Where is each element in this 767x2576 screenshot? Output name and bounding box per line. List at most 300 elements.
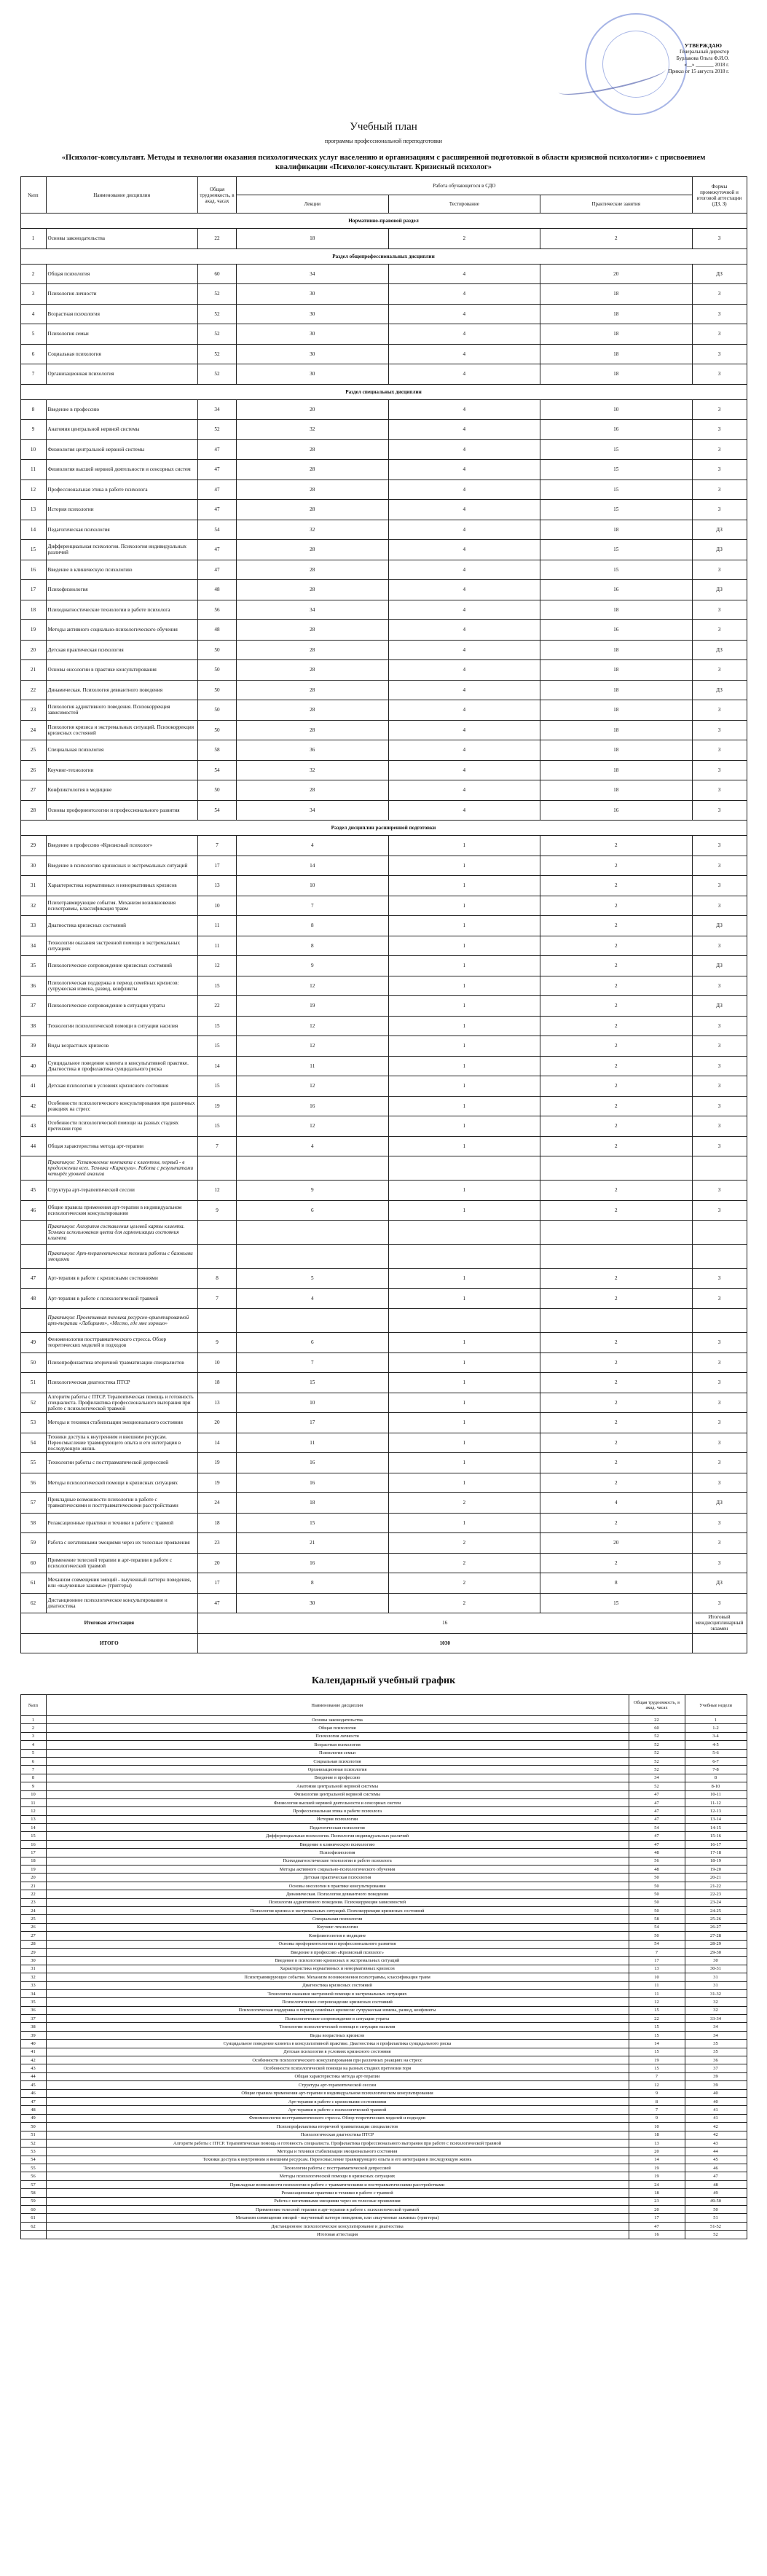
row-attestation-form: ДЗ xyxy=(692,540,747,560)
row-num: 56 xyxy=(20,1473,46,1493)
cal-row-num: 14 xyxy=(20,1824,46,1832)
cal-row-total-hours: 50 xyxy=(629,1882,685,1890)
calendar-row xyxy=(20,1874,747,1882)
row-attestation-form: З xyxy=(692,1096,747,1116)
cal-row-num: 51 xyxy=(20,2131,46,2139)
cal-row-weeks: 46 xyxy=(685,2164,747,2172)
row-practice: 15 xyxy=(540,540,693,560)
row-practice: 15 xyxy=(540,460,693,480)
calendar-row xyxy=(20,1957,747,1965)
row-practice: 2 xyxy=(540,1096,693,1116)
row-total-hours: 15 xyxy=(198,1076,237,1097)
row-testing: 1 xyxy=(388,1200,540,1221)
cal-row-weeks: 37 xyxy=(685,2064,747,2072)
row-practice: 16 xyxy=(540,580,693,600)
row-discipline-name: Основы законодательства xyxy=(46,229,198,249)
cal-row-weeks: 30-31 xyxy=(685,1965,747,1973)
row-discipline-name: Психодиагностические технологии в работе психолога xyxy=(46,600,198,620)
col-header-lectures: Лекции xyxy=(237,195,389,214)
row-practice: 15 xyxy=(540,479,693,500)
calendar-row xyxy=(20,1741,747,1749)
cal-row-total-hours: 17 xyxy=(629,1957,685,1965)
row-testing: 1 xyxy=(388,1453,540,1473)
row-lectures: 10 xyxy=(237,876,389,896)
cal-row-num: 15 xyxy=(20,1832,46,1840)
cal-row-discipline-name: Психотравмирующие события. Механизм возникновения психотравмы, классификация травм xyxy=(46,1973,629,1981)
cal-header-name: Наименование дисциплин xyxy=(46,1695,629,1716)
row-num: 19 xyxy=(20,620,46,641)
row-discipline-name: Введение в клиническую психологию xyxy=(46,560,198,580)
table-row xyxy=(20,324,747,345)
row-discipline-name: Психология кризиса и экстремальных ситуаций. Психокоррекция кризисных состояний xyxy=(46,720,198,740)
cal-row-weeks: 51 xyxy=(685,2214,747,2222)
cal-row-weeks: 49 xyxy=(685,2189,747,2197)
row-testing: 1 xyxy=(388,1473,540,1493)
row-discipline-name: Коучинг-технологии xyxy=(46,760,198,780)
row-total-hours: 52 xyxy=(198,324,237,345)
row-lectures: 12 xyxy=(237,1036,389,1057)
cal-row-discipline-name: Арт-терапия в работе с кризисными состояниями xyxy=(46,2097,629,2105)
row-num: 14 xyxy=(20,520,46,540)
row-num: 24 xyxy=(20,720,46,740)
cal-row-discipline-name: Физиология высшей нервной деятельности и сенсорных систем xyxy=(46,1798,629,1806)
row-attestation-form: ДЗ xyxy=(692,956,747,976)
row-num: 49 xyxy=(20,1333,46,1353)
calendar-row xyxy=(20,1948,747,1956)
row-attestation-form: З xyxy=(692,876,747,896)
cal-row-weeks: 24-25 xyxy=(685,1906,747,1914)
row-num: 17 xyxy=(20,580,46,600)
row-lectures: 12 xyxy=(237,1116,389,1137)
row-discipline-name: Арт-терапия в работе с психологической травмой xyxy=(46,1288,198,1309)
empty-cell xyxy=(540,1221,693,1245)
section-row xyxy=(20,384,747,399)
cal-row-num: 31 xyxy=(20,1965,46,1973)
row-practice: 2 xyxy=(540,1036,693,1057)
row-practice: 20 xyxy=(540,264,693,284)
row-practice: 2 xyxy=(540,1513,693,1533)
table-row xyxy=(20,780,747,801)
cal-row-discipline-name: Виды возрастных кризисов xyxy=(46,2031,629,2039)
table-row xyxy=(20,956,747,976)
cal-row-discipline-name: Дистанционное психологическое консультирование и диагностика xyxy=(46,2222,629,2230)
row-testing: 1 xyxy=(388,876,540,896)
row-num: 54 xyxy=(20,1433,46,1453)
row-num: 60 xyxy=(20,1553,46,1573)
row-total-hours: 15 xyxy=(198,976,237,996)
row-lectures: 15 xyxy=(237,1373,389,1393)
row-practice: 18 xyxy=(540,760,693,780)
row-testing: 4 xyxy=(388,800,540,821)
row-discipline-name: Психофизиология xyxy=(46,580,198,600)
cal-row-total-hours: 50 xyxy=(629,1932,685,1940)
row-discipline-name: Психологическое сопровождение в ситуации утраты xyxy=(46,996,198,1017)
cal-row-total-hours: 48 xyxy=(629,1849,685,1857)
cal-row-discipline-name: Алгоритм работы с ПТСР. Терапевтическая помощь и готовность специалиста. Профилактика профессионального выгорания при работе с психологической травмой xyxy=(46,2139,629,2147)
cal-row-num: 38 xyxy=(20,2023,46,2031)
row-total-hours: 11 xyxy=(198,936,237,956)
cal-row-weeks: 36 xyxy=(685,2056,747,2064)
table-row xyxy=(20,1473,747,1493)
cal-row-discipline-name: Технологии оказания экстренной помощи в экстремальных ситуациях xyxy=(46,1989,629,1997)
row-attestation-form: З xyxy=(692,1136,747,1156)
row-num: 2 xyxy=(20,264,46,284)
table-row xyxy=(20,976,747,996)
row-attestation-form: З xyxy=(692,780,747,801)
cal-row-weeks: 28-29 xyxy=(685,1940,747,1948)
approval-line: Генеральный директор xyxy=(680,49,729,55)
calendar-row xyxy=(20,1749,747,1757)
calendar-row xyxy=(20,2006,747,2014)
table-row xyxy=(20,760,747,780)
calendar-row xyxy=(20,1981,747,1989)
cal-row-num: 27 xyxy=(20,1932,46,1940)
cal-row-discipline-name: Методы активного социально-психологического обучения xyxy=(46,1866,629,1874)
calendar-row xyxy=(20,1915,747,1923)
row-discipline-name: Психология аддиктивного поведения. Психокоррекция зависимостей xyxy=(46,700,198,721)
row-practice: 2 xyxy=(540,916,693,936)
cal-row-num: 9 xyxy=(20,1782,46,1790)
empty-cell xyxy=(692,1245,747,1269)
cal-row-num: 20 xyxy=(20,1874,46,1882)
row-practice: 20 xyxy=(540,1533,693,1554)
section-row xyxy=(20,248,747,264)
approval-line: Бурлакова Ольга Ф.И.О. xyxy=(676,55,729,61)
row-testing: 1 xyxy=(388,1352,540,1373)
row-total-hours: 58 xyxy=(198,740,237,761)
row-total-hours: 52 xyxy=(198,420,237,440)
row-testing: 4 xyxy=(388,399,540,420)
calendar-row xyxy=(20,2106,747,2114)
cal-row-weeks: 50 xyxy=(685,2206,747,2214)
row-lectures: 8 xyxy=(237,916,389,936)
cal-row-weeks: 8 xyxy=(685,1774,747,1782)
calendar-row xyxy=(20,1932,747,1940)
cal-row-discipline-name: Анатомия центральной нервной системы xyxy=(46,1782,629,1790)
row-attestation-form: З xyxy=(692,324,747,345)
row-testing: 1 xyxy=(388,1076,540,1097)
calendar-row xyxy=(20,2072,747,2080)
row-discipline-name: Прикладные возможности психологии в работе с травматическими и посттравматическими расстройствами xyxy=(46,1493,198,1514)
row-testing: 4 xyxy=(388,780,540,801)
cal-row-discipline-name: Суицидальное поведение клиента в консультативной практике. Диагностика и профилактика суицидального риска xyxy=(46,2040,629,2048)
row-testing: 1 xyxy=(388,956,540,976)
row-total-hours: 60 xyxy=(198,264,237,284)
row-num: 26 xyxy=(20,760,46,780)
row-num: 52 xyxy=(20,1393,46,1413)
row-total-hours: 47 xyxy=(198,500,237,520)
row-attestation-form: З xyxy=(692,420,747,440)
row-total-hours: 23 xyxy=(198,1533,237,1554)
empty-cell xyxy=(388,1309,540,1333)
row-practice: 2 xyxy=(540,856,693,876)
cal-row-weeks: 33-34 xyxy=(685,2015,747,2023)
row-num: 62 xyxy=(20,1593,46,1613)
cal-row-total-hours: 54 xyxy=(629,1923,685,1931)
cal-row-discipline-name: Дифференциальная психология. Психология индивидуальных различий xyxy=(46,1832,629,1840)
row-attestation-form: З xyxy=(692,1076,747,1097)
row-discipline-name: Применение телесной терапии и арт-терапии в работе с психологической травмой xyxy=(46,1553,198,1573)
row-testing: 1 xyxy=(388,1096,540,1116)
cal-row-total-hours: 18 xyxy=(629,2131,685,2139)
table-row xyxy=(20,439,747,460)
cal-row-num: 23 xyxy=(20,1898,46,1906)
practicum-note-row xyxy=(20,1245,747,1269)
row-total-hours: 47 xyxy=(198,560,237,580)
row-num: 32 xyxy=(20,896,46,916)
row-lectures: 7 xyxy=(237,896,389,916)
row-lectures: 30 xyxy=(237,1593,389,1613)
row-total-hours: 20 xyxy=(198,1553,237,1573)
cal-row-discipline-name: Психодиагностические технологии в работе психолога xyxy=(46,1857,629,1865)
calendar-row xyxy=(20,2164,747,2172)
cal-row-num: 11 xyxy=(20,1798,46,1806)
row-num: 35 xyxy=(20,956,46,976)
cal-row-discipline-name: Физиология центральной нервной системы xyxy=(46,1790,629,1798)
cal-row-num: 47 xyxy=(20,2097,46,2105)
row-practice: 16 xyxy=(540,620,693,641)
row-num: 6 xyxy=(20,344,46,364)
cal-row-discipline-name: Работа с негативными эмоциями через их телесные проявления xyxy=(46,2197,629,2205)
row-lectures: 4 xyxy=(237,1288,389,1309)
cal-row-total-hours: 10 xyxy=(629,2123,685,2131)
row-num: 28 xyxy=(20,800,46,821)
col-header-total: Общая трудоемкость, в акад. часах xyxy=(198,177,237,214)
row-lectures: 28 xyxy=(237,700,389,721)
cal-row-total-hours: 9 xyxy=(629,2089,685,2097)
cal-row-total-hours: 13 xyxy=(629,1965,685,1973)
page-subtitle: программы профессиональной переподготовки xyxy=(324,138,443,144)
cal-row-total-hours: 56 xyxy=(629,1857,685,1865)
row-practice: 18 xyxy=(540,284,693,305)
cal-row-num: 37 xyxy=(20,2015,46,2023)
calendar-row xyxy=(20,2023,747,2031)
cal-row-discipline-name: Структура арт-терапевтической сессии xyxy=(46,2081,629,2089)
cal-row-num: 33 xyxy=(20,1981,46,1989)
row-practice: 2 xyxy=(540,229,693,249)
cal-row-weeks: 22-23 xyxy=(685,1890,747,1898)
row-discipline-name: Технологии оказания экстренной помощи в экстремальных ситуациях xyxy=(46,936,198,956)
row-num: 47 xyxy=(20,1269,46,1289)
row-practice: 18 xyxy=(540,660,693,681)
row-total-hours: 7 xyxy=(198,1136,237,1156)
col-header-form: Формы промежуточной и итоговой аттестации (ДЗ, З) xyxy=(692,177,747,214)
row-total-hours: 9 xyxy=(198,1200,237,1221)
cal-row-num xyxy=(20,2231,46,2239)
row-attestation-form: З xyxy=(692,896,747,916)
calendar-row xyxy=(20,1890,747,1898)
row-total-hours: 8 xyxy=(198,1269,237,1289)
cal-row-weeks: 41 xyxy=(685,2114,747,2122)
row-num: 27 xyxy=(20,780,46,801)
row-attestation-form: ДЗ xyxy=(692,680,747,700)
calendar-row xyxy=(20,1940,747,1948)
cal-row-num: 2 xyxy=(20,1724,46,1732)
cal-row-discipline-name: Возрастная психология xyxy=(46,1741,629,1749)
calendar-row xyxy=(20,2064,747,2072)
table-row xyxy=(20,800,747,821)
calendar-row xyxy=(20,1923,747,1931)
row-num: 13 xyxy=(20,500,46,520)
cal-row-weeks: 30 xyxy=(685,1957,747,1965)
table-row xyxy=(20,640,747,660)
table-row xyxy=(20,500,747,520)
cal-row-weeks: 3-4 xyxy=(685,1732,747,1740)
cal-row-discipline-name: Детская практическая психология xyxy=(46,1874,629,1882)
cal-row-weeks: 19-20 xyxy=(685,1866,747,1874)
cal-row-discipline-name: Психологическое сопровождение кризисных состояний xyxy=(46,1998,629,2006)
cal-row-discipline-name: Динамическая. Психология девиантного поведения xyxy=(46,1890,629,1898)
section-title: Нормативно-правовой раздел xyxy=(20,214,747,229)
cal-row-total-hours: 47 xyxy=(629,2222,685,2230)
calendar-row xyxy=(20,2156,747,2164)
cal-row-total-hours: 12 xyxy=(629,1998,685,2006)
row-lectures: 36 xyxy=(237,740,389,761)
row-practice: 15 xyxy=(540,500,693,520)
cal-row-num: 7 xyxy=(20,1766,46,1774)
cal-row-discipline-name: Общая психология xyxy=(46,1724,629,1732)
row-attestation-form: З xyxy=(692,660,747,681)
cal-row-num: 10 xyxy=(20,1790,46,1798)
row-total-hours: 56 xyxy=(198,600,237,620)
table-row xyxy=(20,1352,747,1373)
row-total-hours: 50 xyxy=(198,680,237,700)
cal-row-discipline-name: Психология аддиктивного поведения. Психокоррекция зависимостей xyxy=(46,1898,629,1906)
col-header-sdo: Работа обучающегося в СДО xyxy=(237,177,693,195)
cal-row-discipline-name: Технологии психологической помощи в ситуации насилия xyxy=(46,2023,629,2031)
row-discipline-name: Профессиональная этика в работе психолога xyxy=(46,479,198,500)
cal-row-discipline-name: Основы онсологии в практике консультирования xyxy=(46,1882,629,1890)
row-discipline-name: Технологии психологической помощи в ситуации насилия xyxy=(46,1016,198,1036)
row-discipline-name: Физиология центральной нервной системы xyxy=(46,439,198,460)
row-discipline-name: Диагностика кризисных состояний xyxy=(46,916,198,936)
calendar-row xyxy=(20,1824,747,1832)
calendar-row xyxy=(20,1857,747,1865)
row-practice: 18 xyxy=(540,600,693,620)
row-practice: 2 xyxy=(540,1056,693,1076)
cal-row-total-hours: 14 xyxy=(629,2040,685,2048)
practicum-note: Практикум: Алгоритм составления целевой карты клиента. Техники использования цвета для гармонизации состояния клиента xyxy=(46,1221,198,1245)
cal-row-num: 53 xyxy=(20,2148,46,2156)
row-num: 11 xyxy=(20,460,46,480)
table-row xyxy=(20,364,747,385)
row-total-hours: 15 xyxy=(198,1116,237,1137)
row-discipline-name: Социальная психология xyxy=(46,344,198,364)
row-testing: 1 xyxy=(388,1136,540,1156)
row-attestation-form: ДЗ xyxy=(692,1493,747,1514)
cal-row-weeks: 47 xyxy=(685,2172,747,2180)
table-row xyxy=(20,284,747,305)
table-row xyxy=(20,1288,747,1309)
cal-row-total-hours: 15 xyxy=(629,2064,685,2072)
cal-row-weeks: 35 xyxy=(685,2048,747,2056)
cal-row-discipline-name: Арт-терапия в работе с психологической травмой xyxy=(46,2106,629,2114)
row-practice: 4 xyxy=(540,1493,693,1514)
row-practice: 2 xyxy=(540,896,693,916)
row-lectures: 10 xyxy=(237,1393,389,1413)
calendar-row xyxy=(20,1757,747,1765)
empty-cell xyxy=(388,1245,540,1269)
row-testing: 2 xyxy=(388,1573,540,1594)
cal-row-total-hours: 52 xyxy=(629,1757,685,1765)
row-lectures: 6 xyxy=(237,1200,389,1221)
row-discipline-name: Психологическое сопровождение кризисных состояний xyxy=(46,956,198,976)
cal-row-total-hours: 22 xyxy=(629,2015,685,2023)
cal-row-total-hours: 9 xyxy=(629,2114,685,2122)
cal-row-discipline-name: История психологии xyxy=(46,1815,629,1823)
row-total-hours: 52 xyxy=(198,344,237,364)
calendar-row xyxy=(20,2131,747,2139)
calendar-row xyxy=(20,1849,747,1857)
cal-row-weeks: 41 xyxy=(685,2106,747,2114)
row-attestation-form: З xyxy=(692,936,747,956)
row-discipline-name: Структура арт-терапевтической сессии xyxy=(46,1181,198,1201)
row-practice: 2 xyxy=(540,1553,693,1573)
calendar-row xyxy=(20,1766,747,1774)
empty-cell xyxy=(692,1221,747,1245)
table-row xyxy=(20,479,747,500)
row-discipline-name: Психология личности xyxy=(46,284,198,305)
table-row xyxy=(20,1036,747,1057)
row-practice: 15 xyxy=(540,560,693,580)
row-testing: 1 xyxy=(388,1181,540,1201)
calendar-row xyxy=(20,2206,747,2214)
row-num: 25 xyxy=(20,740,46,761)
empty-cell xyxy=(20,1309,46,1333)
cal-row-discipline-name: Профессиональная этика в работе психолога xyxy=(46,1807,629,1815)
cal-row-weeks: 16-17 xyxy=(685,1840,747,1848)
cal-row-total-hours: 47 xyxy=(629,1832,685,1840)
cal-row-num: 44 xyxy=(20,2072,46,2080)
empty-cell xyxy=(20,1221,46,1245)
calendar-row xyxy=(20,1882,747,1890)
table-row xyxy=(20,520,747,540)
row-lectures: 16 xyxy=(237,1453,389,1473)
row-discipline-name: Арт-терапия в работе с кризисными состояниями xyxy=(46,1269,198,1289)
calendar-row xyxy=(20,2056,747,2064)
table-row xyxy=(20,1433,747,1453)
cal-row-num: 13 xyxy=(20,1815,46,1823)
empty-cell xyxy=(540,1245,693,1269)
row-num: 9 xyxy=(20,420,46,440)
row-num: 15 xyxy=(20,540,46,560)
cal-row-num: 59 xyxy=(20,2197,46,2205)
row-attestation-form: З xyxy=(692,439,747,460)
cal-row-num: 52 xyxy=(20,2139,46,2147)
row-testing: 2 xyxy=(388,1593,540,1613)
table-row xyxy=(20,1136,747,1156)
calendar-row xyxy=(20,2139,747,2147)
cal-row-total-hours: 52 xyxy=(629,1732,685,1740)
cal-row-discipline-name: Итоговая аттестация xyxy=(46,2231,629,2239)
row-total-hours: 18 xyxy=(198,1373,237,1393)
cal-row-weeks: 31 xyxy=(685,1973,747,1981)
row-discipline-name: Динамическая. Психология девиантного поведения xyxy=(46,680,198,700)
row-num: 48 xyxy=(20,1288,46,1309)
row-lectures: 12 xyxy=(237,1016,389,1036)
row-discipline-name: Конфликтология в медицине xyxy=(46,780,198,801)
cal-row-discipline-name: Технологии работы с посттравматической депрессией xyxy=(46,2164,629,2172)
cal-row-num: 8 xyxy=(20,1774,46,1782)
cal-row-total-hours: 16 xyxy=(629,2231,685,2239)
row-num: 50 xyxy=(20,1352,46,1373)
practicum-note-row xyxy=(20,1221,747,1245)
row-testing: 4 xyxy=(388,740,540,761)
cal-row-total-hours: 47 xyxy=(629,1807,685,1815)
row-discipline-name: Особенности психологической помощи на разных стадиях претензии горя xyxy=(46,1116,198,1137)
cal-row-weeks: 5-6 xyxy=(685,1749,747,1757)
row-num: 55 xyxy=(20,1453,46,1473)
